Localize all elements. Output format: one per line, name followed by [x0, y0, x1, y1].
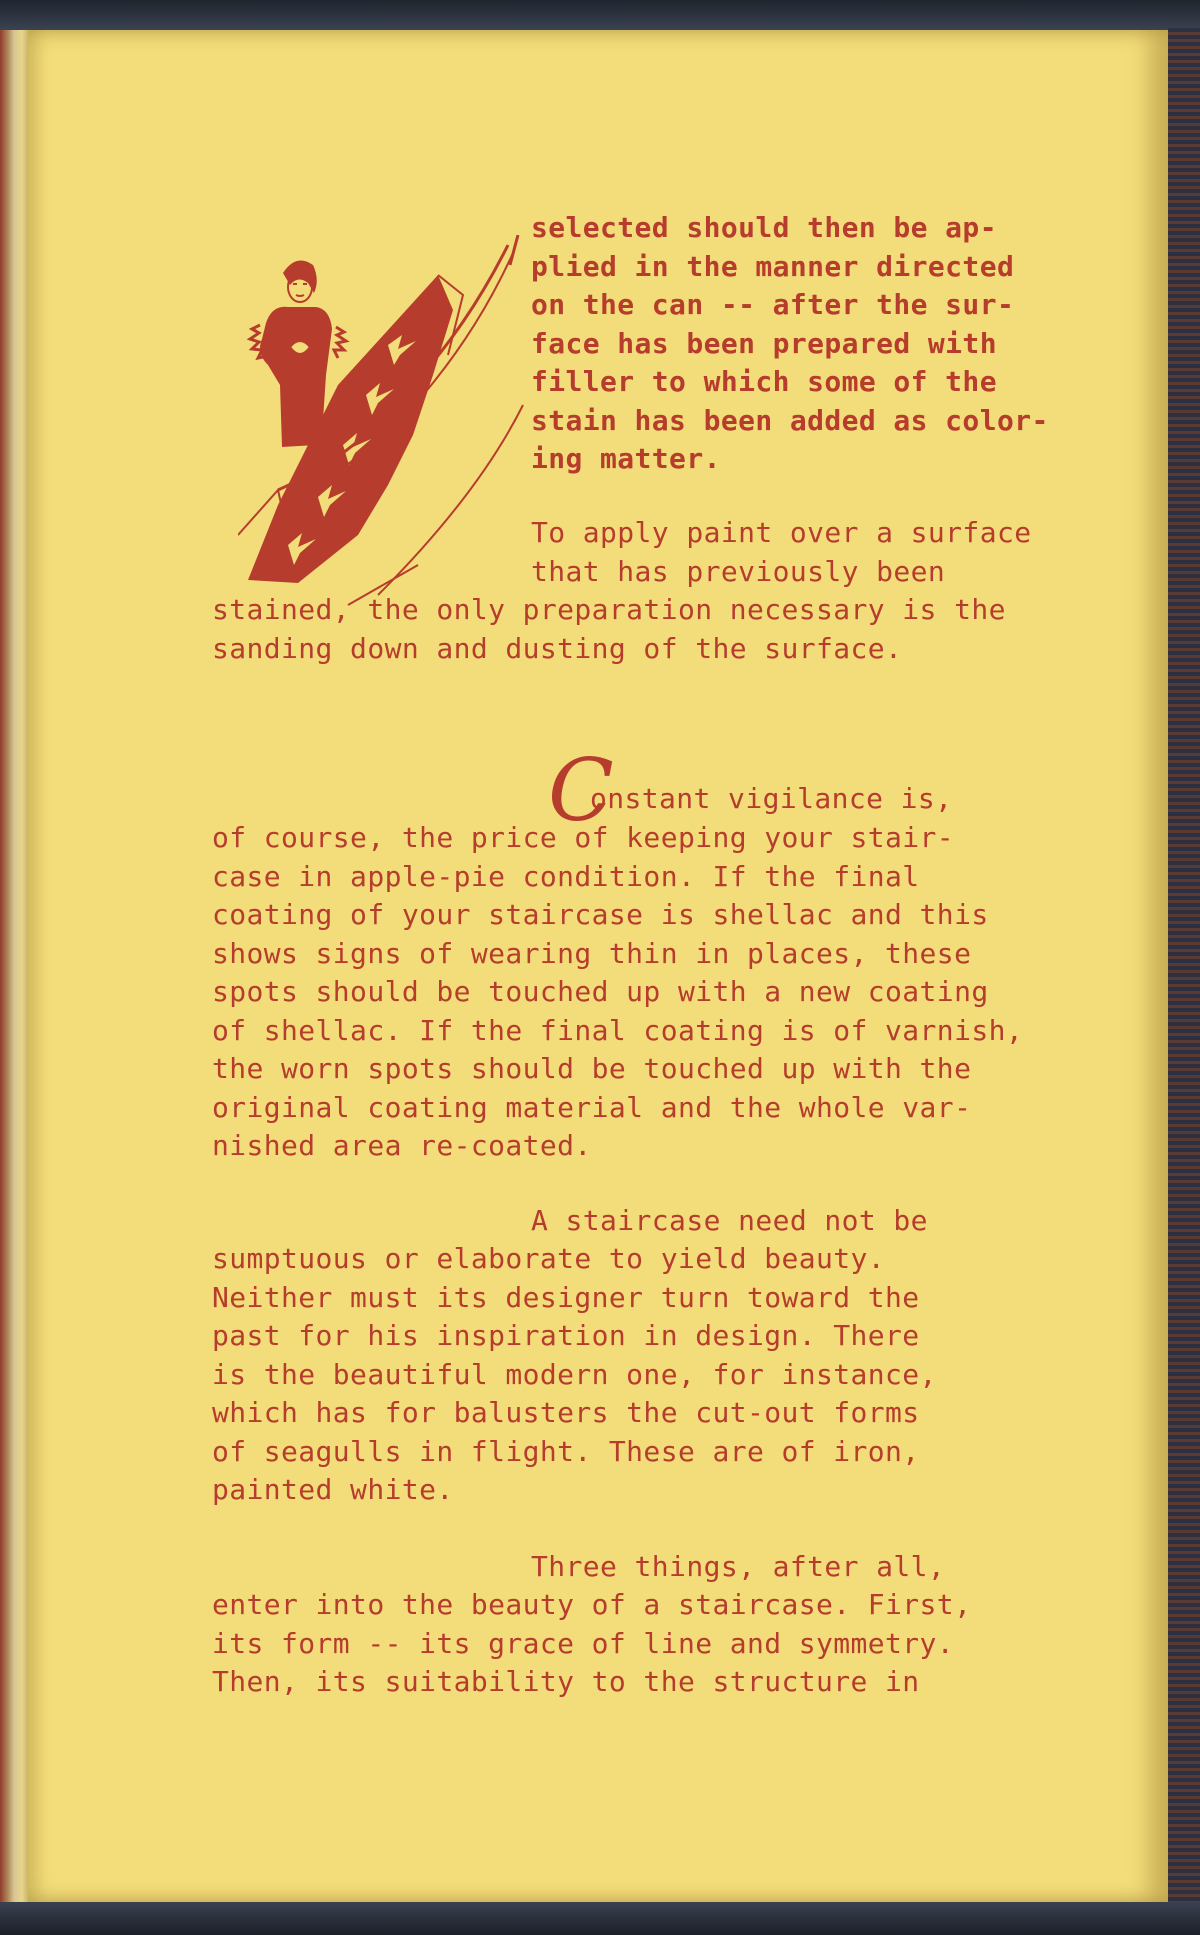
paragraph-5-body: enter into the beauty of a staircase. First, its form -- its grace of line and symmetry. Then, its suitability to the structure in	[212, 1588, 972, 1698]
book-cover-edge	[1168, 28, 1200, 1904]
book-edge-bottom	[0, 1902, 1200, 1935]
woman-on-staircase-illustration	[238, 235, 538, 615]
book-edge-top	[0, 0, 1200, 30]
book-spine-edge	[0, 30, 28, 1902]
paragraph-5-first-line: Three things, after all,	[531, 1550, 946, 1583]
paragraph-3-first-line: onstant vigilance is,	[590, 782, 953, 815]
paragraph-1: selected should then be ap- plied in the manner directed on the can -- after the sur- face has been prepared with filler to which some of the stain has been added as color- ing matter.	[531, 211, 1049, 475]
paragraph-2-full-lines: stained, the only preparation necessary is the sanding down and dusting of the surface.	[212, 593, 1006, 665]
paragraph-3-body: of course, the price of keeping your stair- case in apple-pie condition. If the final coating of your staircase is shellac and this shows signs of wearing thin in places, these spots should be touched up with a new coating of shellac. If the final coating is of varnish, the worn spots should be touched up with the original coating material and the whole var- nished area re-coated.	[212, 821, 1024, 1162]
paragraph-4-body: sumptuous or elaborate to yield beauty. Neither must its designer turn toward the past for his inspiration in design. There is the beautiful modern one, for instance, which has for balusters the cut-out forms of seagulls in flight. These are of iron, painted white.	[212, 1242, 937, 1506]
paragraph-2-indented-lines: To apply paint over a surface that has previously been	[531, 516, 1032, 588]
book-page	[28, 30, 1168, 1902]
paragraph-4-first-line: A staircase need not be	[531, 1204, 928, 1237]
drop-cap: C	[548, 741, 614, 841]
